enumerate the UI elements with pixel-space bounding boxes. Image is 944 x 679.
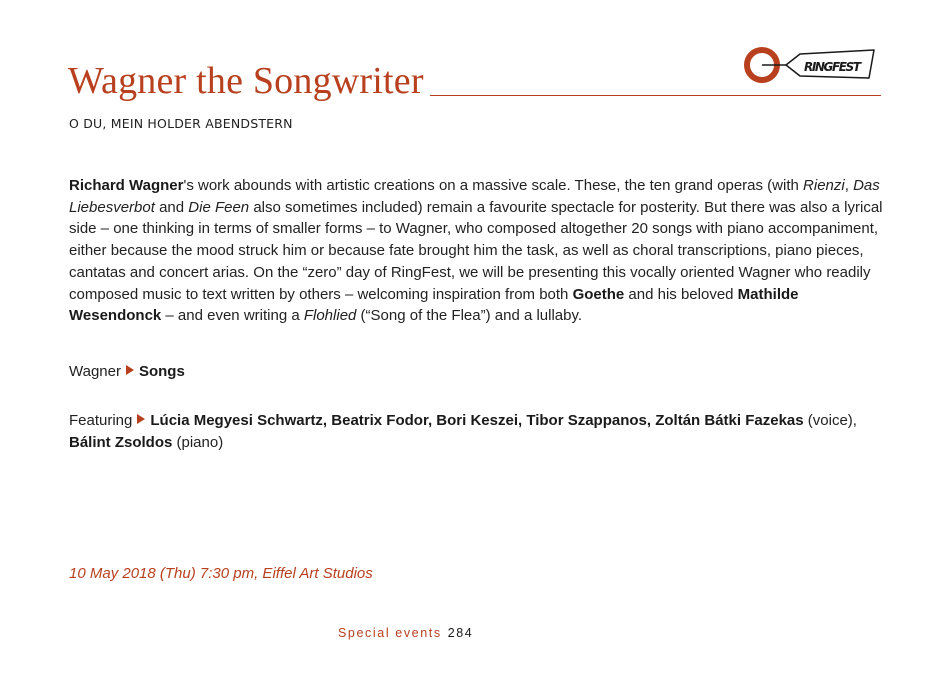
composer-name: Wagner	[69, 363, 121, 380]
event-datetime-venue: 10 May 2018 (Thu) 7:30 pm, Eiffel Art Studios	[69, 565, 373, 582]
featuring-block	[69, 410, 889, 453]
description-segment: Mathilde Wesendonck	[69, 285, 799, 325]
logo-text: RINGFEST	[804, 60, 862, 74]
works-title: Songs	[138, 363, 185, 380]
piano-role: (piano)	[176, 433, 224, 451]
arrow-right-icon	[137, 414, 145, 424]
description-segment: ,	[844, 177, 854, 194]
voice-role: (voice),	[807, 412, 857, 429]
description-segment: – and even writing a	[161, 307, 304, 325]
description-segment: and his beloved	[624, 285, 738, 303]
title-row	[68, 62, 881, 100]
description-segment: Rienzi	[803, 177, 845, 194]
page-number: 284	[447, 626, 474, 640]
description-segment: also sometimes included) remain a favourite spectacle for posterity. But there was also a lyrical side – one thinking in terms of smaller forms – to Wagner, who composed altogether 20 songs with piano accompaniment, either because the mood struck him or because fate brought him the task, as well as choral transcriptions, piano pieces, cantatas and concert arias. On the “zero” day of RingFest, we will be presenting this vocally oriented Wagner who readily composed music to text written by others – welcoming inspiration from both	[69, 198, 883, 303]
description-paragraph	[69, 175, 889, 327]
title-rule	[430, 95, 881, 96]
arrow-right-icon	[126, 365, 134, 375]
footer-section: Special events	[338, 626, 442, 640]
description-segment: Goethe	[572, 285, 625, 303]
description-segment: (“Song of the Flea”) and a lullaby.	[356, 307, 583, 325]
piano-performer: Bálint Zsoldos	[69, 433, 173, 451]
description-segment: and	[154, 198, 189, 216]
footer	[338, 626, 473, 640]
voice-performers: Lúcia Megyesi Schwartz, Beatrix Fodor, Bori Keszei, Tibor Szappanos, Zoltán Bátki Fazekas	[150, 412, 804, 429]
description-segment: Das Liebesverbot	[69, 177, 880, 216]
description-segment: Die Feen	[188, 198, 250, 216]
description-segment: Richard Wagner	[69, 177, 184, 194]
page-subtitle: O DU, MEIN HOLDER ABENDSTERN	[69, 116, 293, 131]
page-title: Wagner the Songwriter	[68, 60, 424, 102]
program-line	[69, 361, 889, 383]
featuring-label: Featuring	[69, 412, 133, 429]
description-segment: 's work abounds with artistic creations on a massive scale. These, the ten grand operas (with	[183, 177, 804, 194]
description-segment: Flohlied	[303, 307, 357, 325]
